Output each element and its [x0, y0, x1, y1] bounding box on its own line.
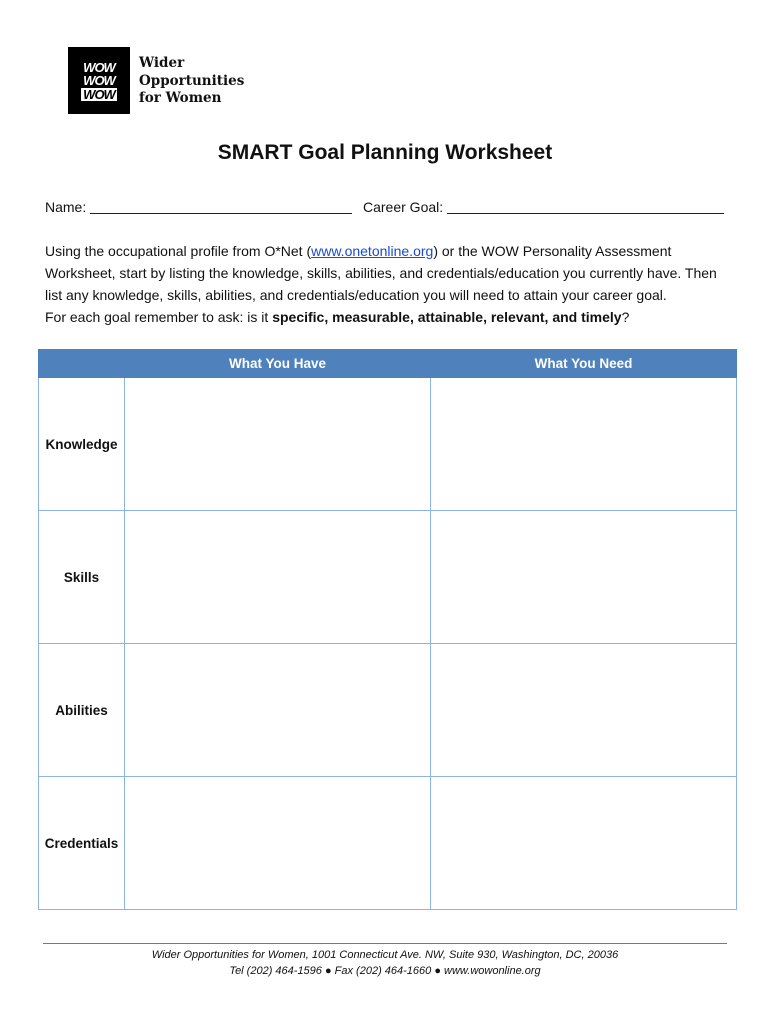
- wow-logo: [68, 47, 130, 114]
- logo-mark-line: WOW: [83, 72, 115, 88]
- cell-knowledge-need[interactable]: [431, 378, 737, 511]
- page-title: SMART Goal Planning Worksheet: [217, 141, 553, 164]
- table-row: [39, 378, 737, 511]
- cell-skills-need[interactable]: [431, 511, 737, 644]
- header-what-you-have: What You Have: [125, 350, 431, 378]
- header-what-you-need: What You Need: [431, 350, 737, 378]
- cell-abilities-need[interactable]: [431, 644, 737, 777]
- row-label-knowledge: Knowledge: [39, 378, 125, 511]
- career-goal-label: Career Goal:: [363, 199, 444, 215]
- name-label: Name:: [45, 199, 87, 215]
- row-label-credentials: Credentials: [39, 777, 125, 910]
- instructions-paragraph: [45, 240, 735, 306]
- reminder-criteria: specific, measurable, attainable, relevant, and timely: [272, 309, 622, 325]
- logo-mark-line: WOW: [83, 59, 115, 75]
- career-goal-field: [363, 199, 724, 215]
- cell-skills-have[interactable]: [125, 511, 431, 644]
- table-row: [39, 644, 737, 777]
- row-label-abilities: Abilities: [39, 644, 125, 777]
- instructions-reminder: [45, 306, 735, 328]
- cell-credentials-need[interactable]: [431, 777, 737, 910]
- footer-divider: [43, 943, 727, 944]
- cell-abilities-have[interactable]: [125, 644, 431, 777]
- goal-planning-table: [38, 349, 737, 910]
- footer-address: Wider Opportunities for Women, 1001 Connecticut Ave. NW, Suite 930, Washington, DC, 20036: [151, 949, 619, 961]
- name-blank-line[interactable]: [90, 199, 352, 214]
- logo-text-line: Opportunities: [139, 72, 245, 89]
- instructions-text: ) or the WOW Personality Assessment Worksheet, start by listing the knowledge, skills, abilities, and credentials/education you currently have. Then list any knowledge, skills, abilities, and credentials/education you will need to attain your career goal.: [45, 243, 717, 303]
- logo-text: [139, 55, 244, 108]
- table-row: [39, 511, 737, 644]
- reminder-text: ?: [621, 309, 630, 325]
- cell-knowledge-have[interactable]: [125, 378, 431, 511]
- logo-mark-line: WOW: [83, 86, 115, 102]
- cell-credentials-have[interactable]: [125, 777, 431, 910]
- instructions-text: Using the occupational profile from O*Net (: [45, 243, 312, 259]
- row-label-skills: Skills: [39, 511, 125, 644]
- table-header-row: [39, 350, 737, 378]
- table-row: [39, 777, 737, 910]
- logo-text-line: for Women: [139, 90, 222, 106]
- instructions: [45, 240, 735, 328]
- onet-link[interactable]: www.onetonline.org: [311, 243, 434, 259]
- footer-contact: Tel (202) 464-1596 ● Fax (202) 464-1660 ● www.wowonline.org: [229, 965, 541, 977]
- logo-text-line: Wider: [139, 55, 185, 71]
- footer: [0, 947, 770, 979]
- career-goal-blank-line[interactable]: [447, 199, 724, 214]
- header-empty: [39, 350, 125, 378]
- reminder-text: For each goal remember to ask: is it: [45, 309, 273, 325]
- name-field: [45, 199, 352, 215]
